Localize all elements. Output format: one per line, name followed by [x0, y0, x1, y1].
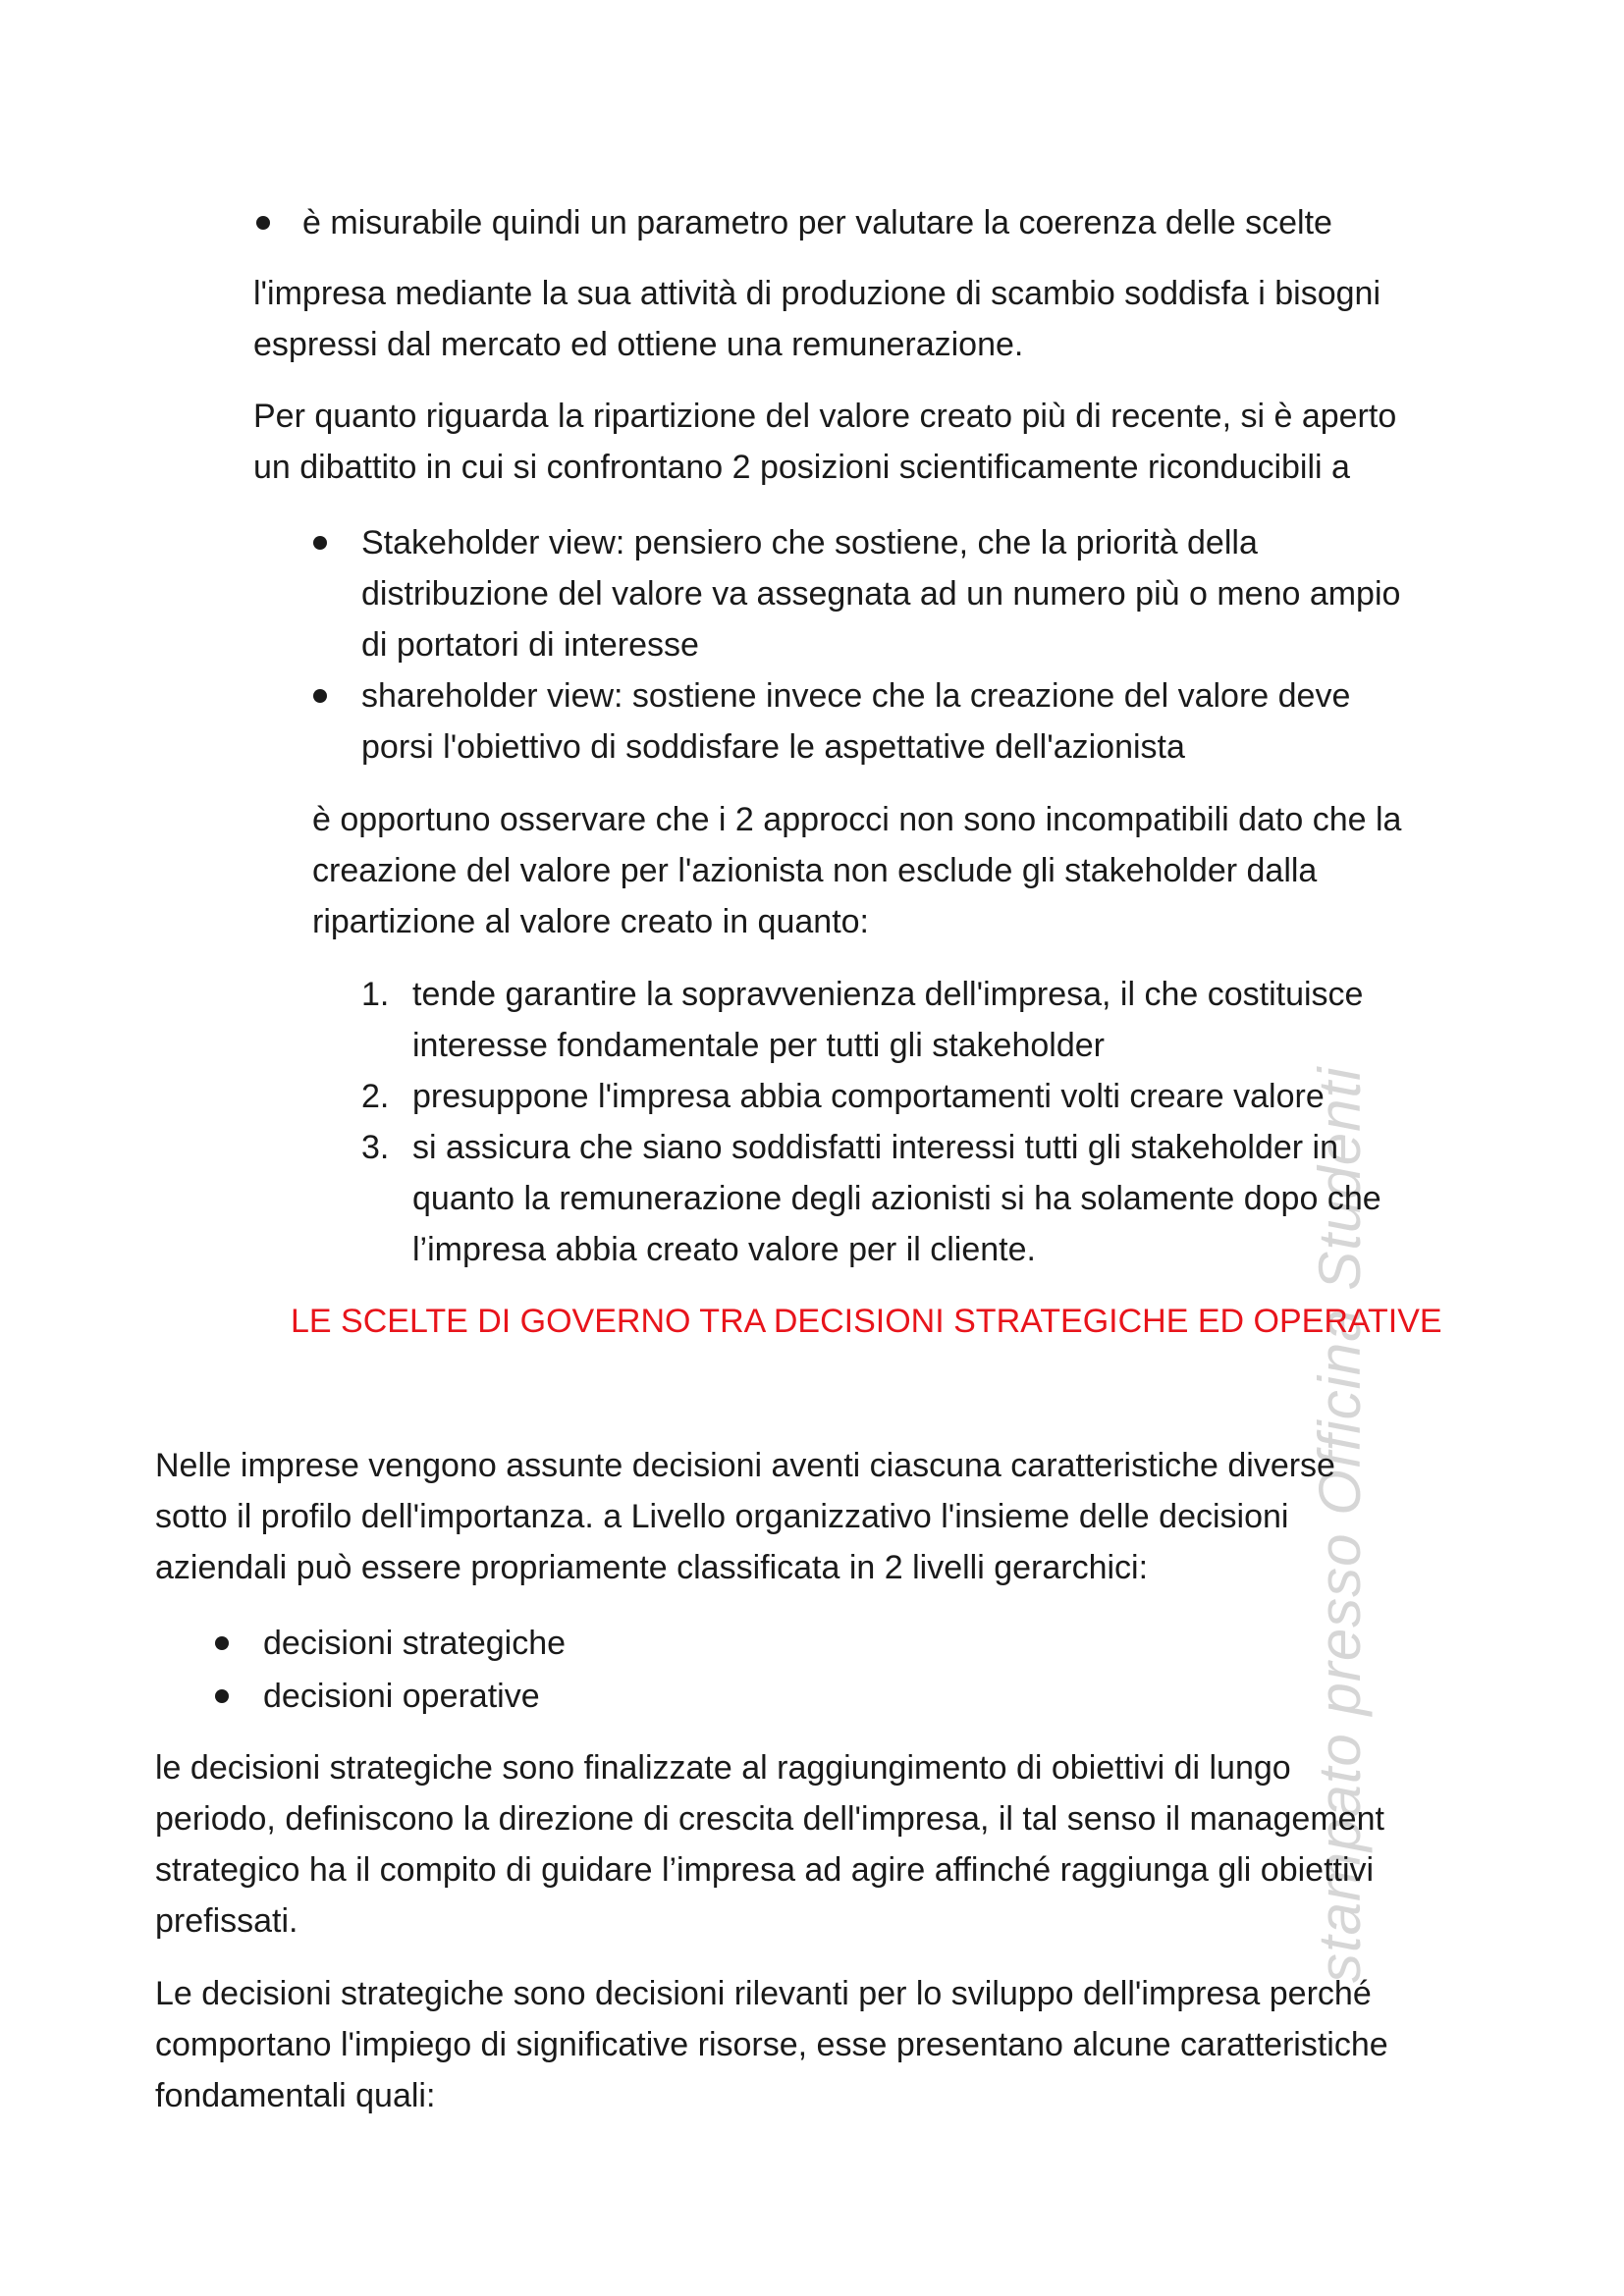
bullet-icon: [313, 689, 327, 703]
paragraph-line: aziendali può essere propriamente classificata in 2 livelli gerarchici:: [155, 1549, 1149, 1586]
paragraph-line: le decisioni strategiche sono finalizzate al raggiungimento di obiettivi di lungo: [155, 1749, 1291, 1787]
numbered-item-text: presuppone l'impresa abbia comportamenti volti creare valore: [412, 1078, 1325, 1115]
numbered-item-text: si assicura che siano soddisfatti interessi tutti gli stakeholder in: [412, 1129, 1339, 1166]
paragraph-line: Per quanto riguarda la ripartizione del valore creato più di recente, si è aperto: [253, 398, 1397, 435]
bullet-item-text: decisioni operative: [263, 1678, 540, 1715]
bullet-item-text: di portatori di interesse: [361, 626, 699, 664]
paragraph-line: Nelle imprese vengono assunte decisioni aventi ciascuna caratteristiche diverse: [155, 1447, 1335, 1484]
bullet-item-text: decisioni strategiche: [263, 1625, 567, 1662]
paragraph-line: è opportuno osservare che i 2 approcci non sono incompatibili dato che la: [312, 801, 1402, 838]
paragraph-line: comportano l'impiego di significative risorse, esse presentano alcune caratteristiche: [155, 2026, 1388, 2063]
bullet-icon: [256, 216, 270, 230]
bullet-icon: [215, 1636, 229, 1650]
numbered-item-text: tende garantire la sopravvenienza dell'impresa, il che costituisce: [412, 976, 1364, 1013]
list-number: 2.: [361, 1078, 390, 1115]
numbered-item-text: quanto la remunerazione degli azionisti si ha solamente dopo che: [412, 1180, 1381, 1217]
bullet-item-text: shareholder view: sostiene invece che la creazione del valore deve: [361, 677, 1351, 715]
bullet-icon: [215, 1689, 229, 1703]
bullet-item-text: porsi l'obiettivo di soddisfare le aspettative dell'azionista: [361, 728, 1185, 766]
section-heading: LE SCELTE DI GOVERNO TRA DECISIONI STRATEGICHE ED OPERATIVE: [291, 1303, 1442, 1340]
paragraph-line: espressi dal mercato ed ottiene una remunerazione.: [253, 326, 1024, 363]
paragraph-line: sotto il profilo dell'importanza. a Livello organizzativo l'insieme delle decisioni: [155, 1498, 1289, 1535]
paragraph-line: un dibattito in cui si confrontano 2 posizioni scientificamente riconducibili a: [253, 449, 1350, 486]
paragraph-line: prefissati.: [155, 1902, 298, 1940]
bullet-icon: [313, 536, 327, 550]
bullet-item-text: distribuzione del valore va assegnata ad un numero più o meno ampio: [361, 575, 1401, 613]
numbered-item-text: l’impresa abbia creato valore per il cliente.: [412, 1231, 1036, 1268]
list-number: 3.: [361, 1129, 390, 1166]
watermark-text: stampato presso Officina Studenti: [1307, 1066, 1373, 1983]
paragraph-line: ripartizione al valore creato in quanto:: [312, 903, 869, 940]
list-number: 1.: [361, 976, 390, 1013]
bullet-item-text: è misurabile quindi un parametro per valutare la coerenza delle scelte: [302, 204, 1332, 241]
paragraph-line: l'impresa mediante la sua attività di produzione di scambio soddisfa i bisogni: [253, 275, 1380, 312]
bullet-item-text: Stakeholder view: pensiero che sostiene, che la priorità della: [361, 524, 1258, 561]
paragraph-line: fondamentali quali:: [155, 2077, 436, 2114]
paragraph-line: strategico ha il compito di guidare l’impresa ad agire affinché raggiunga gli obiettivi: [155, 1851, 1375, 1889]
paragraph-line: Le decisioni strategiche sono decisioni rilevanti per lo sviluppo dell'impresa perché: [155, 1975, 1372, 2012]
numbered-item-text: interesse fondamentale per tutti gli stakeholder: [412, 1027, 1105, 1064]
paragraph-line: periodo, definiscono la direzione di crescita dell'impresa, il tal senso il management: [155, 1800, 1384, 1838]
paragraph-line: creazione del valore per l'azionista non esclude gli stakeholder dalla: [312, 852, 1318, 889]
